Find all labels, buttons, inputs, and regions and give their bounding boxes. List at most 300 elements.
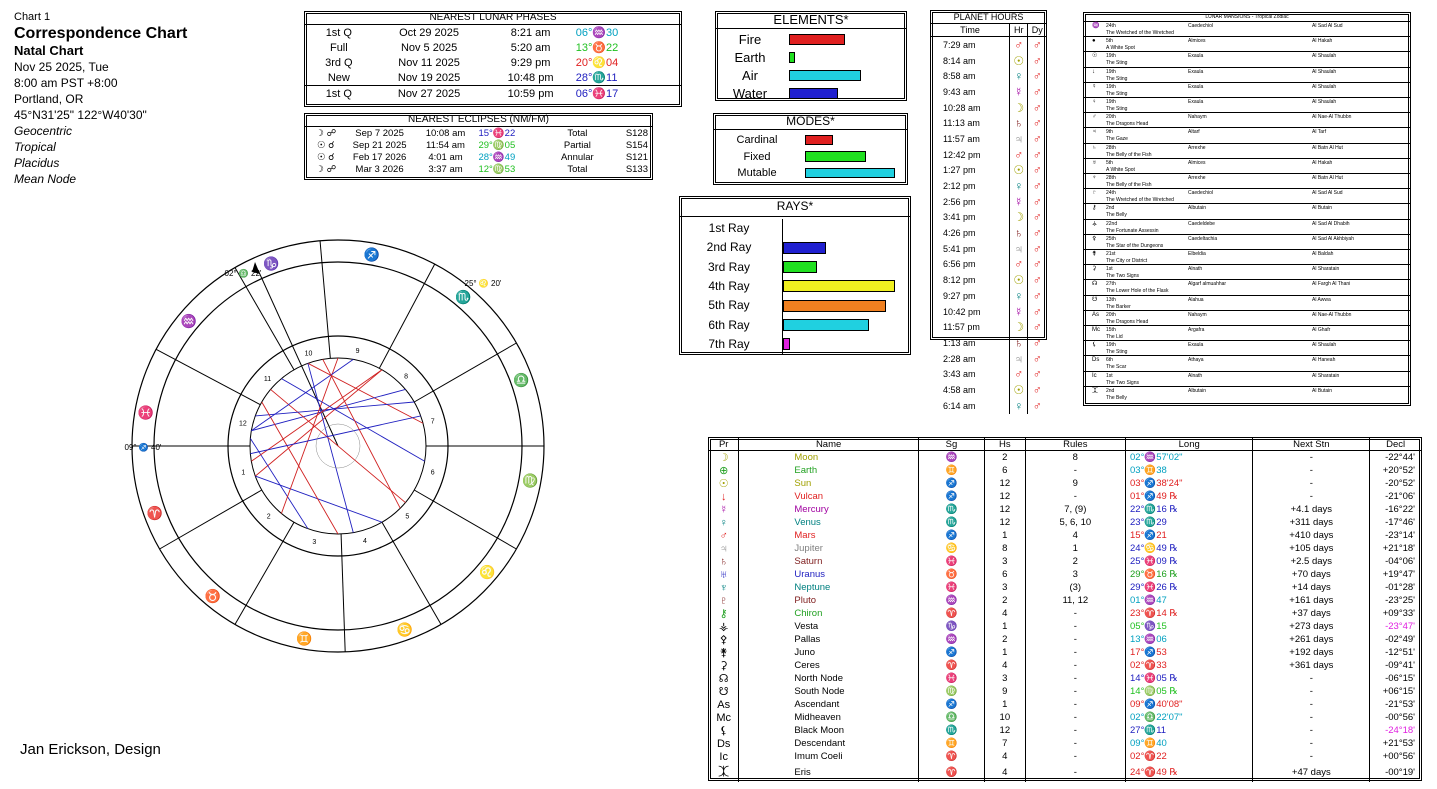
planet-glyph-icon: ☽	[718, 452, 729, 464]
hours-time: 4:58 am	[943, 384, 976, 395]
planet-next-station: +192 days	[1253, 646, 1370, 659]
hours-planet: ♂	[1028, 304, 1046, 320]
mansion-row	[1084, 219, 1410, 235]
lunar-phase-time: 10:59 pm	[485, 86, 575, 102]
modes-label: Mutable	[737, 167, 777, 179]
mansion-degree: 9th	[1106, 129, 1113, 136]
chart-place: Portland, OR	[14, 92, 84, 106]
hours-time: 2:56 pm	[943, 196, 976, 207]
mansion-arabic: Al Sharatain	[1312, 266, 1340, 273]
planet-table-col-header: Pr	[709, 438, 739, 451]
hours-row	[931, 304, 1046, 320]
planet-glyph-icon: ⯰	[718, 766, 730, 778]
hours-planet: ☉	[1009, 53, 1027, 69]
hours-planet: ♂	[1028, 163, 1046, 179]
planet-longitude: 25°♓09 ℞	[1126, 555, 1253, 568]
lunar-phase-pos: 06°♓17	[576, 86, 681, 102]
planet-rules: -	[1025, 490, 1125, 503]
planet-declination: -00°19'	[1370, 763, 1421, 782]
hours-row	[931, 84, 1046, 100]
modes-title: MODES*	[714, 114, 907, 130]
planet-name: Descendant	[739, 737, 918, 750]
hours-time: 3:43 am	[943, 369, 976, 380]
lunar-phase-pos: 13°♉22	[575, 42, 619, 54]
planet-next-station: +4.1 days	[1253, 503, 1370, 516]
house-number: 12	[239, 420, 247, 428]
planet-glyph-icon: ⚴	[719, 634, 728, 646]
planet-sign: ♐	[918, 477, 984, 490]
hours-planet: ♂	[1028, 68, 1046, 84]
planet-longitude: 09°♐40'08"	[1126, 698, 1253, 711]
planet-table-col-header: Name	[739, 438, 918, 451]
planet-next-station: -	[1253, 451, 1370, 465]
house-number: 2	[266, 513, 271, 521]
mansion-row	[1084, 67, 1410, 83]
mansion-glyph: ⚶	[1092, 220, 1098, 227]
mansion-degree: 25th	[1106, 235, 1116, 242]
mansion-arabic: Al Nae-Al Thubbn	[1312, 311, 1352, 318]
planet-declination: -17°46'	[1370, 516, 1421, 529]
mansion-glyph: ♇	[1092, 190, 1097, 197]
mansion-arabic: Al Shaulah	[1312, 99, 1337, 105]
planet-longitude: 03°♊38	[1126, 464, 1253, 477]
mansion-latin: Albutain	[1188, 205, 1207, 212]
eclipse-time: 4:01 am	[428, 151, 463, 163]
planet-name: Neptune	[739, 581, 918, 594]
hours-time: 5:41 pm	[943, 243, 976, 254]
planet-rules: 2	[1025, 555, 1125, 568]
planet-table-row	[709, 464, 1421, 477]
mansion-row	[1084, 36, 1410, 52]
modes-panel	[713, 113, 908, 185]
hours-time: 9:27 pm	[943, 290, 976, 301]
hours-planet: ♂	[1028, 241, 1046, 257]
mansion-row	[1084, 264, 1410, 280]
hours-row	[931, 100, 1046, 116]
planet-longitude: 01°♒47	[1126, 594, 1253, 607]
planet-longitude: 05°♑15	[1126, 620, 1253, 633]
mansion-arabic: Al Awwa	[1312, 296, 1331, 303]
hours-time: 6:14 am	[943, 400, 976, 411]
house-number: 7	[430, 418, 435, 426]
hours-row	[931, 366, 1046, 382]
planet-longitude: 15°♐21	[1126, 529, 1253, 542]
planet-name: Vulcan	[739, 490, 918, 503]
mansion-meaning: The Gaze	[1106, 136, 1128, 143]
mansion-arabic: Al Hakah	[1312, 38, 1333, 45]
mansion-latin: Exaula	[1188, 68, 1204, 75]
mansion-row	[1084, 355, 1410, 371]
lunar-phase-time: 5:20 am	[510, 41, 551, 54]
planet-glyph-icon: ☋	[718, 686, 729, 698]
planet-longitude: 02°♈22	[1126, 750, 1253, 763]
planet-declination: -06°15'	[1370, 672, 1421, 685]
planet-longitude: 23°♏29	[1126, 516, 1253, 529]
hours-col-header: Hr	[1009, 24, 1027, 37]
planet-name: Pluto	[739, 594, 918, 607]
hours-row	[931, 115, 1046, 131]
planet-table-row	[709, 581, 1421, 594]
mansion-latin: Argafra	[1188, 327, 1205, 333]
mansion-meaning: The Scar	[1106, 364, 1127, 371]
hours-header-row	[931, 24, 1046, 37]
planet-next-station: +14 days	[1253, 581, 1370, 594]
planet-sign: ♓	[918, 672, 984, 685]
mansion-glyph: ♂	[1092, 114, 1097, 121]
planet-glyph-icon: ⚷	[719, 608, 728, 620]
planet-next-station: -	[1253, 698, 1370, 711]
mansion-arabic: Al Sharatain	[1312, 372, 1340, 379]
hours-planet: ☽	[1009, 100, 1027, 116]
elements-title: ELEMENTS*	[716, 12, 906, 29]
mansion-arabic: Al Butain	[1312, 205, 1333, 212]
eclipse-type: Total	[567, 127, 588, 139]
planet-table-row	[709, 555, 1421, 568]
mansion-meaning: The Lid	[1106, 334, 1123, 340]
planet-glyph-icon: ♄	[719, 555, 728, 568]
mansion-row	[1084, 279, 1410, 295]
planet-rules: -	[1025, 763, 1125, 782]
hours-row	[931, 163, 1046, 179]
planet-sign: ♓	[918, 555, 984, 568]
mansion-arabic: Al Baldah	[1312, 251, 1334, 257]
hours-planet: ♂	[1028, 288, 1046, 304]
planet-house: 1	[985, 620, 1026, 633]
mansion-row	[1084, 173, 1410, 189]
planet-longitude: 09°♊40	[1126, 737, 1253, 750]
hours-row	[931, 147, 1046, 163]
hours-row	[931, 351, 1046, 367]
planet-house: 4	[985, 750, 1026, 763]
house-number: 3	[312, 539, 317, 547]
zodiac-sign-icon: ♐	[363, 246, 380, 262]
planet-declination: -04°06'	[1370, 555, 1421, 568]
hours-planet: ♂	[1028, 366, 1046, 382]
planet-longitude: 14°♓05 ℞	[1126, 672, 1253, 685]
planet-table-row	[709, 659, 1421, 672]
planet-table-row	[709, 633, 1421, 646]
house-number: 10	[304, 350, 313, 358]
planet-glyph-icon: ⚳	[719, 660, 728, 672]
mansion-arabic: Al Batn Al Hut	[1312, 144, 1343, 151]
planet-name: Saturn	[739, 555, 918, 568]
hours-planet: ♂	[1028, 398, 1046, 414]
hours-planet: ♄	[1009, 335, 1027, 351]
planet-declination: -12°51'	[1370, 646, 1421, 659]
planet-longitude: 24°♋49 ℞	[1126, 542, 1253, 555]
planet-name: Mercury	[739, 503, 918, 516]
planet-table-row	[709, 451, 1421, 465]
eclipse-sym: ☉ ☌	[317, 139, 335, 151]
planet-declination: +09°33'	[1370, 607, 1421, 620]
chart-info	[14, 9, 187, 187]
planet-table-col-header: Hs	[985, 438, 1026, 451]
mansion-row	[1084, 82, 1410, 98]
lunar-phase-phase: New	[327, 71, 350, 84]
mansion-glyph: ●	[1092, 38, 1096, 45]
mansion-glyph: ☊	[1092, 281, 1098, 288]
lunar-phase-pos: 28°♏11	[575, 72, 618, 84]
hours-row	[931, 319, 1046, 335]
mansion-row	[1084, 143, 1410, 159]
planet-table-row	[709, 529, 1421, 542]
mansion-meaning: The Sting	[1106, 106, 1128, 112]
hours-planet: ☉	[1009, 163, 1027, 179]
planet-next-station: -	[1253, 464, 1370, 477]
mansion-arabic: Al Sad Al Akhbiyah	[1312, 235, 1354, 242]
mansion-latin: Exaula	[1188, 53, 1204, 60]
mansion-degree: 28th	[1106, 144, 1116, 151]
mansion-row	[1084, 51, 1410, 67]
cusp-degree-label: 25° ♌ 20'	[464, 279, 502, 288]
mansion-arabic: Al Sad Al Sud	[1312, 190, 1343, 197]
mansion-arabic: Al Ghafr	[1312, 327, 1331, 333]
planet-table-row	[709, 763, 1421, 782]
mansion-glyph: ↓	[1092, 68, 1095, 75]
mansion-degree: 6th	[1106, 357, 1113, 364]
hours-planet: ♀	[1009, 68, 1027, 84]
hours-row	[931, 68, 1046, 84]
mansion-glyph: ♒	[1092, 23, 1100, 29]
lunar-phase-row	[305, 86, 681, 102]
planet-next-station: +37 days	[1253, 607, 1370, 620]
mansion-degree: 24th	[1106, 190, 1116, 197]
planet-name: South Node	[739, 685, 918, 698]
mansion-latin: Almices	[1188, 159, 1206, 166]
mansion-row	[1084, 295, 1410, 311]
hours-planet: ♂	[1009, 366, 1027, 382]
mansion-meaning: The Dragons Head	[1106, 318, 1149, 325]
rays-bar	[783, 280, 895, 292]
mansion-latin: Elbeldia	[1188, 251, 1206, 257]
mc-degree-label: 02° ♎ 22'	[224, 269, 262, 278]
eclipses-title: NEAREST ECLIPSES (NM/FM)	[305, 114, 652, 127]
planet-rules: (3)	[1025, 581, 1125, 594]
planet-house: 2	[985, 451, 1026, 465]
planet-declination: -02°49'	[1370, 633, 1421, 646]
hours-planet: ♂	[1028, 382, 1046, 398]
planet-next-station: -	[1253, 750, 1370, 763]
planet-rules: -	[1025, 633, 1125, 646]
planet-sign: ♊	[918, 737, 984, 750]
lunar-phase-time: 10:48 pm	[507, 71, 554, 84]
mansion-glyph: ♆	[1092, 175, 1097, 181]
lunar-phase-row	[305, 55, 681, 70]
hours-planet: ♄	[1009, 115, 1027, 131]
planet-rules: -	[1025, 620, 1125, 633]
hours-planet: ☽	[1009, 319, 1027, 335]
planet-table-row	[709, 568, 1421, 581]
planet-next-station: +273 days	[1253, 620, 1370, 633]
hours-planet: ☿	[1009, 194, 1027, 210]
mansion-arabic: Al Batn Al Hut	[1312, 175, 1343, 181]
planet-next-station: -	[1253, 737, 1370, 750]
elements-panel	[715, 11, 907, 101]
eclipse-row	[305, 163, 652, 175]
planet-rules: -	[1025, 724, 1125, 737]
eclipse-date: Feb 17 2026	[352, 151, 407, 163]
planet-longitude: 02°♈33	[1126, 659, 1253, 672]
planet-declination: -00°56'	[1370, 711, 1421, 724]
zodiac-sign-icon: ♑	[263, 255, 280, 271]
planet-longitude: 17°♐53	[1126, 646, 1253, 659]
lunar-phase-date: Nov 27 2025	[373, 86, 486, 102]
planet-declination: -23°47'	[1370, 620, 1421, 633]
hours-time: 11:57 am	[943, 133, 980, 144]
lunar-phase-time: 9:29 pm	[510, 56, 551, 69]
hours-planet: ♂	[1009, 257, 1027, 273]
planet-longitude: 23°♈14 ℞	[1126, 607, 1253, 620]
planet-sign: ♏	[918, 516, 984, 529]
hours-planet: ♂	[1028, 225, 1046, 241]
planet-declination: -23°14'	[1370, 529, 1421, 542]
mansion-degree: 20th	[1106, 311, 1116, 318]
mansion-meaning: The Sting	[1106, 60, 1128, 67]
mansion-meaning: A White Spot	[1106, 45, 1135, 52]
rays-label: 6th Ray	[708, 317, 750, 332]
planet-rules: -	[1025, 711, 1125, 724]
planet-house: 4	[985, 659, 1026, 672]
elements-label: Earth	[734, 50, 766, 65]
chart-subtitle: Natal Chart	[14, 43, 84, 58]
mansion-latin: Almices	[1188, 38, 1206, 45]
planet-name: Sun	[739, 477, 918, 490]
mansion-row	[1084, 386, 1410, 402]
planet-declination: -09°41'	[1370, 659, 1421, 672]
hours-time: 12:42 pm	[943, 149, 981, 160]
planet-table-row	[709, 542, 1421, 555]
modes-bar	[805, 151, 866, 161]
planet-sign: ♒	[918, 594, 984, 607]
mansion-meaning: The Barker	[1106, 303, 1131, 310]
mansion-meaning: The Star of the Dungeons	[1106, 242, 1164, 249]
eclipse-pos: 29°♍05	[478, 139, 516, 151]
mansion-latin: Altarf	[1188, 129, 1200, 136]
planet-longitude: 01°♐49 ℞	[1126, 490, 1253, 503]
hours-planet: ♂	[1028, 194, 1046, 210]
planet-glyph-icon: ♀	[719, 516, 728, 529]
asc-degree-label: 09° ♐ 40'	[124, 443, 162, 452]
eclipse-saros: S121	[625, 151, 648, 163]
mansion-degree: 28th	[1106, 175, 1116, 181]
planet-rules: 3	[1025, 568, 1125, 581]
hours-row	[931, 225, 1046, 241]
planet-table-col-header: Decl	[1370, 438, 1421, 451]
elements-label: Air	[742, 68, 758, 83]
planet-sign: ♒	[918, 451, 984, 465]
mansion-latin: Exaula	[1188, 342, 1204, 349]
eclipse-pos: 15°♓22	[478, 127, 516, 139]
planet-table	[709, 438, 1421, 782]
eclipse-saros: S154	[625, 139, 648, 151]
setting-item: Geocentric	[14, 124, 73, 138]
zodiac-sign-icon: ♎	[513, 372, 530, 388]
house-number: 8	[404, 373, 409, 381]
mansion-latin: Caedechiol	[1188, 190, 1214, 197]
mansion-row	[1084, 112, 1410, 128]
mansion-arabic: Al Butain	[1312, 387, 1333, 394]
planet-table-row	[709, 503, 1421, 516]
planet-longitude: 24°♈49 ℞	[1126, 763, 1253, 782]
mansion-latin: Albutain	[1188, 387, 1207, 394]
planet-glyph-icon: ↓	[720, 490, 727, 503]
mansion-meaning: The Belly of the Fish	[1106, 151, 1152, 158]
hours-row	[931, 257, 1046, 273]
mansion-row	[1084, 97, 1410, 113]
planet-table-row	[709, 620, 1421, 633]
chart-number: Chart 1	[14, 11, 51, 23]
mansion-row	[1084, 371, 1410, 387]
planet-longitude: 03°♐38'24"	[1126, 477, 1253, 490]
planet-house: 7	[985, 737, 1026, 750]
planet-name: Vesta	[739, 620, 918, 633]
mansion-latin: Athaya	[1188, 357, 1204, 364]
lunar-phase-row	[305, 40, 681, 55]
rays-bar	[783, 319, 869, 331]
planet-glyph-icon: Mc	[716, 711, 732, 724]
mansion-meaning: The Sting	[1106, 90, 1128, 97]
lunar-phases-table	[305, 25, 681, 101]
planet-table-row	[709, 711, 1421, 724]
mansion-row	[1084, 188, 1410, 204]
mansion-row	[1084, 340, 1410, 356]
planet-declination: -22°44'	[1370, 451, 1421, 465]
planet-house: 9	[985, 685, 1026, 698]
mansion-meaning: The Fortunate Assessin	[1106, 227, 1159, 234]
hours-planet: ♀	[1009, 288, 1027, 304]
eclipse-date: Sep 21 2025	[352, 139, 407, 151]
hours-row	[931, 131, 1046, 147]
planet-sign: ♉	[918, 568, 984, 581]
mansion-latin: Alnath	[1188, 372, 1203, 379]
mansion-arabic: Al Shaulah	[1312, 342, 1337, 349]
mansion-arabic: Al Nae-Al Thubbn	[1312, 114, 1352, 121]
mansion-degree: 15th	[1106, 327, 1116, 333]
eclipse-sym: ☽ ☍	[315, 163, 337, 175]
hours-planet: ♂	[1028, 335, 1046, 351]
zodiac-sign-icon: ♏	[455, 289, 472, 305]
mansion-row	[1084, 21, 1410, 37]
planet-table-row	[709, 724, 1421, 737]
zodiac-sign-icon: ♓	[137, 405, 155, 421]
hours-row	[931, 53, 1046, 69]
planet-name: Chiron	[739, 607, 918, 620]
zodiac-sign-icon: ♌	[479, 564, 496, 580]
planet-name: Uranus	[739, 568, 918, 581]
mansion-arabic: Al Sad Al Sud	[1312, 23, 1343, 29]
lunar-phase-row	[305, 70, 681, 86]
lunar-phase-pos: 06°♒30	[575, 27, 619, 39]
planet-glyph-icon: ⚵	[719, 647, 728, 659]
mansion-meaning: The Dragons Head	[1106, 121, 1149, 128]
mansion-arabic: Al Sad Al Dhabih	[1312, 220, 1350, 227]
planet-rules: -	[1025, 698, 1125, 711]
planet-sign: ♐	[918, 646, 984, 659]
hours-time: 1:27 pm	[943, 165, 976, 176]
planet-name: Earth	[739, 464, 918, 477]
planet-house: 12	[985, 503, 1026, 516]
mansion-arabic: Al Shaulah	[1312, 68, 1337, 75]
planet-sign: ♈	[918, 659, 984, 672]
planet-sign: ♈	[918, 607, 984, 620]
planet-declination: -23°25'	[1370, 594, 1421, 607]
planet-declination: +06°15'	[1370, 685, 1421, 698]
eclipse-time: 10:08 am	[425, 127, 466, 139]
mansion-meaning: The Lower Hole of the Flask	[1106, 288, 1169, 295]
zodiac-sign-icon: ♋	[396, 622, 413, 638]
planet-sign: ♏	[918, 503, 984, 516]
planet-table-row	[709, 646, 1421, 659]
